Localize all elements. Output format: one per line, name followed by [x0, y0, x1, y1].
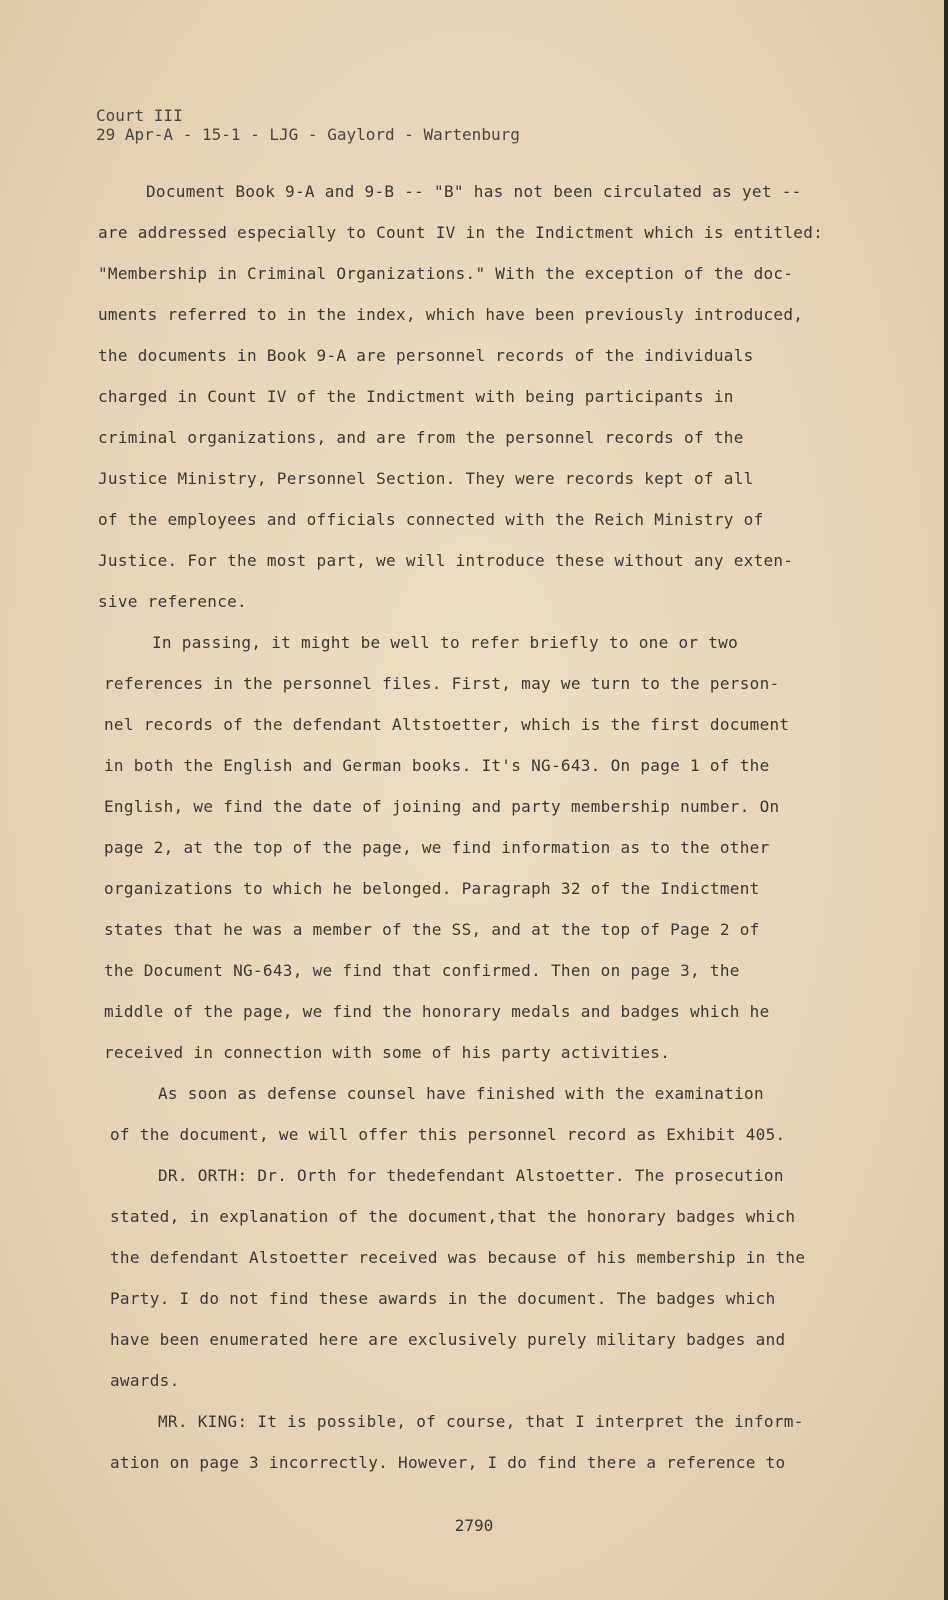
- text-line: organizations to which he belonged. Paragraph 32 of the Indictment: [104, 879, 760, 898]
- text-line: uments referred to in the index, which have been previously introduced,: [98, 305, 804, 324]
- text-line: of the document, we will offer this personnel record as Exhibit 405.: [110, 1125, 786, 1144]
- text-line: page 2, at the top of the page, we find information as to the other: [104, 838, 770, 857]
- text-line: Justice Ministry, Personnel Section. They were records kept of all: [98, 469, 754, 488]
- text-line: DR. ORTH: Dr. Orth for thedefendant Alstoetter. The prosecution: [158, 1166, 784, 1185]
- text-line: received in connection with some of his party activities.: [104, 1043, 671, 1062]
- text-line: nel records of the defendant Altstoetter, which is the first document: [104, 715, 790, 734]
- text-line: states that he was a member of the SS, and at the top of Page 2 of: [104, 920, 760, 939]
- text-line: MR. KING: It is possible, of course, that I interpret the inform-: [158, 1412, 804, 1431]
- text-line: "Membership in Criminal Organizations." With the exception of the doc-: [98, 264, 794, 283]
- text-line: ation on page 3 incorrectly. However, I do find there a reference to: [110, 1453, 786, 1472]
- text-line: charged in Count IV of the Indictment with being participants in: [98, 387, 734, 406]
- text-line: Party. I do not find these awards in the document. The badges which: [110, 1289, 776, 1308]
- text-line: of the employees and officials connected with the Reich Ministry of: [98, 510, 764, 529]
- court-label: Court III: [96, 106, 183, 125]
- text-line: in both the English and German books. It's NG-643. On page 1 of the: [104, 756, 770, 775]
- text-line: Justice. For the most part, we will introduce these without any exten-: [98, 551, 794, 570]
- text-line: middle of the page, we find the honorary medals and badges which he: [104, 1002, 770, 1021]
- text-line: awards.: [110, 1371, 180, 1390]
- text-line: the documents in Book 9-A are personnel records of the individuals: [98, 346, 754, 365]
- text-line: criminal organizations, and are from the personnel records of the: [98, 428, 744, 447]
- text-line: stated, in explanation of the document,that the honorary badges which: [110, 1207, 796, 1226]
- text-line: As soon as defense counsel have finished with the examination: [158, 1084, 764, 1103]
- session-line: 29 Apr-A - 15-1 - LJG - Gaylord - Wartenburg: [96, 125, 520, 144]
- page-number: 2790: [454, 1516, 494, 1535]
- document-header: [96, 106, 520, 144]
- text-line: the Document NG-643, we find that confirmed. Then on page 3, the: [104, 961, 740, 980]
- text-line: English, we find the date of joining and party membership number. On: [104, 797, 780, 816]
- text-line: references in the personnel files. First, may we turn to the person-: [104, 674, 780, 693]
- page-edge: [944, 0, 948, 1600]
- text-line: sive reference.: [98, 592, 247, 611]
- text-line: Document Book 9-A and 9-B -- "B" has not been circulated as yet --: [146, 182, 802, 201]
- text-line: are addressed especially to Count IV in the Indictment which is entitled:: [98, 223, 824, 242]
- text-line: have been enumerated here are exclusively purely military badges and: [110, 1330, 786, 1349]
- text-line: In passing, it might be well to refer briefly to one or two: [152, 633, 739, 652]
- text-line: the defendant Alstoetter received was because of his membership in the: [110, 1248, 806, 1267]
